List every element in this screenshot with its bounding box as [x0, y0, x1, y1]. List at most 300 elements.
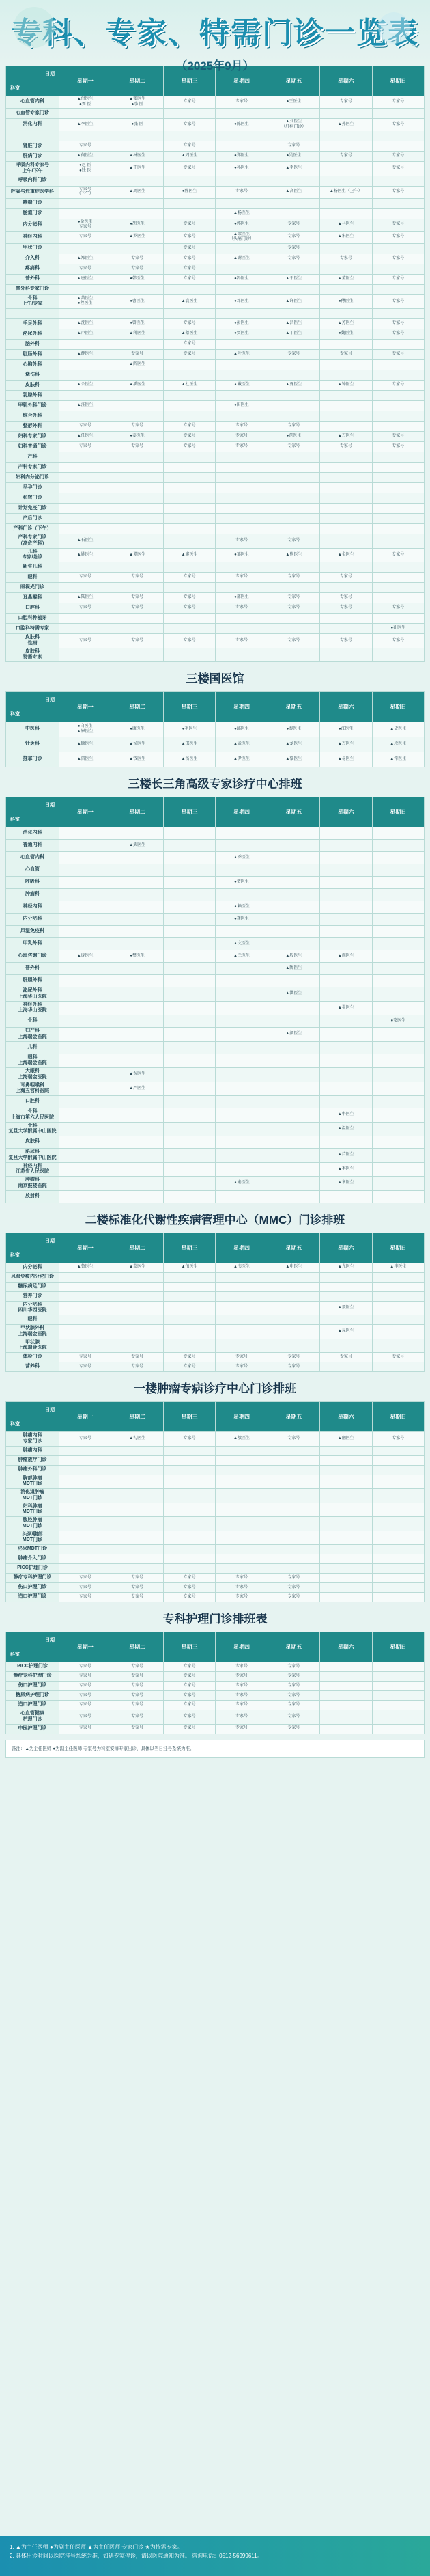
dept-cell: 烧伤科	[6, 370, 59, 381]
schedule-cell: ▲兰医生	[216, 950, 268, 963]
schedule-cell	[216, 840, 268, 852]
schedule-cell: 专家号	[268, 1574, 319, 1583]
schedule-cell	[216, 614, 268, 624]
schedule-cell	[268, 1068, 319, 1082]
schedule-cell: 专家号	[216, 432, 268, 442]
schedule-cell	[111, 877, 163, 889]
dept-cell: 皮肤科 特需专家	[6, 648, 59, 662]
schedule-cell	[111, 483, 163, 493]
table-row	[6, 284, 425, 294]
schedule-cell: ▲何医生	[59, 152, 111, 162]
schedule-cell	[320, 624, 372, 634]
schedule-cell	[268, 284, 319, 294]
schedule-cell	[372, 340, 424, 350]
schedule-cell	[268, 391, 319, 401]
schedule-cell	[59, 1531, 111, 1545]
schedule-cell: ▲任医生	[59, 432, 111, 442]
schedule-cell: 专家号	[268, 1583, 319, 1593]
schedule-cell	[163, 1465, 215, 1475]
schedule-cell	[163, 1096, 215, 1108]
schedule-cell	[216, 463, 268, 473]
schedule-cell	[268, 1001, 319, 1015]
dept-cell: 心血管内科	[6, 96, 59, 109]
schedule-cell	[59, 493, 111, 504]
schedule-cell	[320, 131, 372, 141]
schedule-cell: 专家号	[111, 1593, 163, 1602]
schedule-cell	[111, 391, 163, 401]
dept-cell: 眼视光门诊	[6, 583, 59, 593]
schedule-cell	[59, 1325, 111, 1339]
schedule-cell	[268, 938, 319, 950]
dept-cell: 肝病门诊	[6, 152, 59, 162]
weekday-header: 星期一	[59, 692, 111, 722]
table-row	[6, 1710, 425, 1725]
header-corner	[6, 692, 59, 722]
schedule-cell	[111, 463, 163, 473]
schedule-cell	[320, 401, 372, 411]
table-row	[6, 524, 425, 534]
schedule-section	[5, 767, 425, 1203]
schedule-cell	[268, 401, 319, 411]
dept-cell: 妇科普通门诊	[6, 442, 59, 452]
schedule-cell	[163, 131, 215, 141]
schedule-cell: 专家号	[111, 1574, 163, 1583]
schedule-cell: ▲付医生 ●刘 医	[59, 96, 111, 109]
schedule-cell: 专家号	[372, 603, 424, 614]
schedule-cell	[320, 1710, 372, 1725]
table-row	[6, 1701, 425, 1710]
schedule-cell: 专家号	[216, 442, 268, 452]
dept-cell: 泌尿外科 上海华山医院	[6, 987, 59, 1002]
table-row	[6, 483, 425, 493]
schedule-cell	[268, 1301, 319, 1315]
schedule-cell	[111, 340, 163, 350]
schedule-cell	[111, 411, 163, 422]
schedule-cell	[163, 1272, 215, 1282]
schedule-cell	[59, 391, 111, 401]
schedule-cell	[216, 131, 268, 141]
schedule-cell: ●孔医生	[372, 624, 424, 634]
schedule-cell	[372, 1190, 424, 1203]
schedule-cell: 专家号	[111, 254, 163, 264]
table-row	[6, 119, 425, 131]
schedule-cell	[163, 1325, 215, 1339]
schedule-cell	[372, 1531, 424, 1545]
schedule-cell	[320, 1272, 372, 1282]
schedule-cell	[163, 534, 215, 549]
schedule-cell: ▲陆医生	[59, 593, 111, 603]
schedule-cell	[372, 463, 424, 473]
schedule-cell: ▲倪医生	[111, 1068, 163, 1082]
schedule-cell: 专家号	[59, 1701, 111, 1710]
schedule-cell	[320, 422, 372, 432]
schedule-cell	[111, 1315, 163, 1325]
schedule-cell	[320, 340, 372, 350]
schedule-cell	[111, 176, 163, 186]
schedule-cell	[320, 198, 372, 208]
schedule-cell	[268, 624, 319, 634]
schedule-cell	[216, 1108, 268, 1123]
schedule-cell: ●韩医生	[111, 274, 163, 284]
schedule-cell	[59, 648, 111, 662]
schedule-cell: ▲谢医生	[216, 254, 268, 264]
table-row	[6, 963, 425, 975]
table-row	[6, 264, 425, 274]
schedule-cell: ▲雷医生	[59, 752, 111, 767]
schedule-cell: 专家号	[268, 1662, 319, 1672]
corner-date-label: 日期	[45, 1238, 55, 1244]
schedule-cell: ▲董医生	[320, 274, 372, 284]
schedule-cell: 专家号	[163, 1662, 215, 1672]
schedule-cell	[111, 131, 163, 141]
schedule-cell	[320, 901, 372, 914]
schedule-cell	[372, 1096, 424, 1108]
schedule-cell: ▲孙医生	[320, 119, 372, 131]
schedule-cell: 专家号	[59, 1682, 111, 1691]
table-row	[6, 852, 425, 864]
corner-dept-label: 科室	[10, 817, 20, 822]
schedule-cell	[59, 583, 111, 593]
schedule-cell: 专家号	[268, 593, 319, 603]
schedule-cell	[163, 624, 215, 634]
schedule-cell	[59, 1001, 111, 1015]
schedule-cell	[59, 1015, 111, 1028]
schedule-cell: ●邓医生	[216, 294, 268, 309]
dept-cell: 风湿免疫科	[6, 926, 59, 938]
schedule-cell	[372, 483, 424, 493]
schedule-cell: ▲融医生	[320, 1432, 372, 1447]
table-row	[6, 1564, 425, 1574]
schedule-cell	[372, 243, 424, 254]
table-row	[6, 634, 425, 648]
table-row	[6, 583, 425, 593]
corner-dept-label: 科室	[10, 1252, 20, 1258]
schedule-cell	[372, 963, 424, 975]
dept-cell: 产后门诊	[6, 514, 59, 524]
table-row	[6, 877, 425, 889]
schedule-cell	[59, 1301, 111, 1315]
weekday-header: 星期二	[111, 66, 163, 96]
schedule-cell: ●金医生 专家号	[59, 219, 111, 231]
schedule-cell: 专家号	[111, 442, 163, 452]
schedule-cell: ●郭医生	[216, 219, 268, 231]
dept-cell: 普外科	[6, 274, 59, 284]
dept-cell: 肾脏门诊	[6, 141, 59, 152]
schedule-cell	[372, 1593, 424, 1602]
table-row	[6, 1339, 425, 1353]
schedule-cell: 专家号	[268, 442, 319, 452]
weekday-header: 星期日	[372, 797, 424, 827]
header-row	[6, 797, 425, 827]
schedule-cell	[216, 1136, 268, 1149]
table-row	[6, 1574, 425, 1583]
schedule-cell: 专家号	[216, 1701, 268, 1710]
schedule-cell	[372, 1672, 424, 1682]
schedule-cell	[163, 1489, 215, 1503]
schedule-cell	[59, 852, 111, 864]
schedule-cell	[59, 1465, 111, 1475]
schedule-cell	[59, 1489, 111, 1503]
schedule-cell: ●龚医生	[216, 914, 268, 926]
dept-cell: 口腔科特需专家	[6, 624, 59, 634]
dept-cell: 妇科内分泌门诊	[6, 473, 59, 483]
schedule-cell: 专家号	[268, 1691, 319, 1701]
table-row	[6, 840, 425, 852]
corner-date-label: 日期	[45, 72, 55, 77]
table-row	[6, 1455, 425, 1465]
corner-date-label: 日期	[45, 698, 55, 702]
schedule-cell: ▲阎医生	[111, 360, 163, 370]
table-row	[6, 1672, 425, 1682]
schedule-cell	[372, 1282, 424, 1291]
dept-cell: 糖尿病足门诊	[6, 1282, 59, 1291]
schedule-cell	[216, 360, 268, 370]
schedule-cell	[163, 1564, 215, 1574]
schedule-cell: 专家号	[216, 96, 268, 109]
corner-dept-label: 科室	[10, 1422, 20, 1427]
schedule-section	[5, 66, 425, 662]
schedule-cell	[59, 514, 111, 524]
table-row	[6, 1122, 425, 1136]
schedule-cell	[320, 1662, 372, 1672]
schedule-cell: ▲施医生	[320, 950, 372, 963]
schedule-section	[5, 1203, 425, 1373]
schedule-cell	[268, 309, 319, 319]
schedule-cell: ●邹医生	[216, 548, 268, 562]
schedule-cell	[320, 109, 372, 119]
schedule-cell	[268, 1015, 319, 1028]
schedule-cell	[163, 1001, 215, 1015]
schedule-cell	[59, 1096, 111, 1108]
table-row	[6, 208, 425, 219]
table-row	[6, 1517, 425, 1531]
schedule-cell	[163, 1082, 215, 1096]
schedule-cell	[111, 1446, 163, 1455]
schedule-cell	[372, 524, 424, 534]
schedule-cell: ▲廖医生	[163, 548, 215, 562]
schedule-cell: 专家号	[163, 1432, 215, 1447]
schedule-cell	[320, 1362, 372, 1372]
schedule-cell	[216, 1028, 268, 1042]
schedule-cell	[268, 901, 319, 914]
schedule-cell	[320, 1190, 372, 1203]
table-row	[6, 1096, 425, 1108]
schedule-cell	[216, 1122, 268, 1136]
dept-cell	[6, 131, 59, 141]
dept-cell: 肿瘤内科 专家门诊	[6, 1432, 59, 1447]
schedule-cell: 专家号	[59, 634, 111, 648]
schedule-cell	[59, 1190, 111, 1203]
schedule-cell	[268, 1177, 319, 1191]
corner-dept-label: 科室	[10, 1652, 20, 1657]
schedule-cell	[111, 534, 163, 549]
schedule-cell: ▲敖医生	[216, 1432, 268, 1447]
table-row	[6, 231, 425, 243]
dept-cell: 产科门诊（下午）	[6, 524, 59, 534]
table-row	[6, 1724, 425, 1734]
schedule-cell: 专家号	[163, 243, 215, 254]
table-row	[6, 827, 425, 840]
schedule-cell: ▲薛医生	[59, 350, 111, 360]
schedule-cell	[59, 1028, 111, 1042]
schedule-cell: ●赵 医 ●钱 医	[59, 162, 111, 176]
schedule-cell: 专家号	[111, 1662, 163, 1672]
dept-cell: 中医护理门诊	[6, 1724, 59, 1734]
schedule-cell: ▲伍医生	[163, 1263, 215, 1272]
schedule-cell	[163, 452, 215, 463]
schedule-cell: 专家号	[320, 442, 372, 452]
schedule-cell	[111, 1503, 163, 1517]
schedule-cell	[111, 1108, 163, 1123]
schedule-cell: ●郝医生	[216, 593, 268, 603]
schedule-cell: ●康医生	[111, 722, 163, 737]
schedule-cell: ▲蒋医生	[111, 329, 163, 340]
table-row	[6, 294, 425, 309]
dept-cell: 大眼科 上海瑞金医院	[6, 1068, 59, 1082]
schedule-cell	[111, 109, 163, 119]
schedule-cell	[111, 1489, 163, 1503]
schedule-cell	[216, 1015, 268, 1028]
schedule-cell	[111, 514, 163, 524]
dept-cell: 呼吸科	[6, 877, 59, 889]
schedule-cell	[372, 208, 424, 219]
table-row	[6, 603, 425, 614]
schedule-cell: 专家号	[372, 1432, 424, 1447]
schedule-cell: 专家号	[372, 381, 424, 391]
schedule-cell: 专家号	[163, 593, 215, 603]
header-corner	[6, 1402, 59, 1432]
schedule-cell	[111, 1517, 163, 1531]
weekday-header: 星期六	[320, 692, 372, 722]
schedule-cell	[163, 1054, 215, 1068]
weekday-header: 星期五	[268, 1402, 319, 1432]
table-row	[6, 987, 425, 1002]
schedule-cell	[372, 1325, 424, 1339]
dept-cell: 综合外科	[6, 411, 59, 422]
schedule-cell	[372, 1136, 424, 1149]
schedule-cell	[163, 1015, 215, 1028]
schedule-cell	[216, 309, 268, 319]
dept-cell: 普外科	[6, 963, 59, 975]
table-row	[6, 360, 425, 370]
schedule-cell	[111, 1015, 163, 1028]
table-row	[6, 548, 425, 562]
schedule-cell	[268, 1475, 319, 1489]
table-row	[6, 1503, 425, 1517]
schedule-cell: 专家号	[372, 186, 424, 198]
schedule-cell	[320, 827, 372, 840]
table-row	[6, 1315, 425, 1325]
schedule-cell: ●曾医生	[111, 319, 163, 329]
schedule-cell: ▲姚医生	[59, 548, 111, 562]
schedule-cell	[216, 1503, 268, 1517]
schedule-cell	[111, 401, 163, 411]
table-row	[6, 1068, 425, 1082]
schedule-cell: 专家号	[59, 1593, 111, 1602]
header-corner	[6, 1233, 59, 1263]
weekday-header: 星期日	[372, 1233, 424, 1263]
schedule-cell: ▲金医生	[320, 548, 372, 562]
schedule-cell	[216, 1455, 268, 1465]
table-row	[6, 593, 425, 603]
schedule-cell	[59, 877, 111, 889]
weekday-header: 星期日	[372, 1402, 424, 1432]
table-row	[6, 319, 425, 329]
schedule-cell: ●姜医生	[111, 432, 163, 442]
schedule-cell: ▲张医生 ●李 医	[111, 96, 163, 109]
schedule-cell	[59, 1564, 111, 1574]
dept-cell: 消化道肿瘤 MDT门诊	[6, 1489, 59, 1503]
schedule-cell	[111, 1339, 163, 1353]
schedule-cell: ▲洪医生	[268, 987, 319, 1002]
table-row	[6, 1691, 425, 1701]
schedule-cell	[111, 1272, 163, 1282]
schedule-cell: ●张 医	[111, 119, 163, 131]
schedule-cell	[372, 1564, 424, 1574]
schedule-cell: 专家号	[216, 1583, 268, 1593]
schedule-cell: ▲唐医生	[59, 274, 111, 284]
table-row	[6, 1682, 425, 1691]
schedule-cell: 专家号 （下午）	[59, 186, 111, 198]
dept-cell: 风湿免疫内分泌门诊	[6, 1272, 59, 1282]
section-title: 三楼长三角高级专家诊疗中心排班	[128, 778, 302, 791]
schedule-cell	[216, 109, 268, 119]
schedule-cell: ▲温医生	[320, 1122, 372, 1136]
schedule-cell	[268, 1554, 319, 1564]
header-corner	[6, 66, 59, 96]
schedule-cell	[320, 370, 372, 381]
schedule-cell	[59, 411, 111, 422]
schedule-cell	[320, 1015, 372, 1028]
decor-bubble	[378, 12, 410, 44]
schedule-cell: 专家号	[216, 1682, 268, 1691]
schedule-cell: 专家号	[163, 442, 215, 452]
schedule-cell	[320, 391, 372, 401]
schedule-cell: ▲苏医生	[320, 319, 372, 329]
weekday-header: 星期日	[372, 66, 424, 96]
schedule-cell	[268, 493, 319, 504]
table-row	[6, 473, 425, 483]
weekday-header: 星期五	[268, 692, 319, 722]
schedule-cell: ●白医生 ▲崔医生	[59, 722, 111, 737]
schedule-cell	[372, 452, 424, 463]
weekday-header: 星期二	[111, 1233, 163, 1263]
weekday-header: 星期三	[163, 1233, 215, 1263]
schedule-cell: ▲史医生	[372, 722, 424, 737]
dept-cell: 骨科 上午/专家	[6, 294, 59, 309]
table-row	[6, 1041, 425, 1054]
schedule-cell	[163, 176, 215, 186]
header-row	[6, 1632, 425, 1662]
schedule-cell	[163, 1339, 215, 1353]
schedule-cell: ●秦医生	[268, 722, 319, 737]
schedule-cell	[216, 648, 268, 662]
schedule-cell	[320, 1583, 372, 1593]
schedule-cell	[268, 1190, 319, 1203]
weekday-header: 星期五	[268, 66, 319, 96]
schedule-cell	[320, 1691, 372, 1701]
schedule-cell	[59, 473, 111, 483]
schedule-cell	[59, 938, 111, 950]
schedule-cell: ▲俞医生	[216, 1177, 268, 1191]
schedule-cell	[216, 1554, 268, 1564]
schedule-cell	[372, 926, 424, 938]
dept-cell: 消化内科	[6, 827, 59, 840]
schedule-cell	[163, 1455, 215, 1465]
schedule-cell	[372, 141, 424, 152]
schedule-cell	[320, 864, 372, 877]
schedule-cell	[111, 1475, 163, 1489]
